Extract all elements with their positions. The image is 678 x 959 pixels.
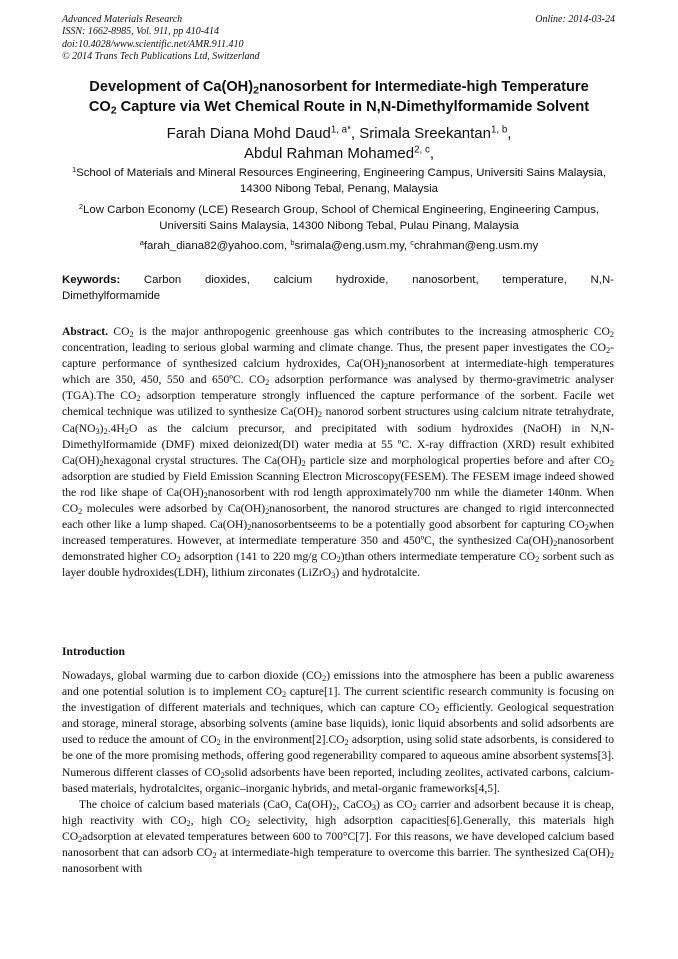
- email-text: farah_diana82@yahoo.com,: [143, 240, 291, 252]
- abstract-text: nanorod sorbent structures using calcium nitrate tetrahydrate, Ca(NO: [62, 405, 615, 435]
- subscript: 2: [317, 410, 323, 420]
- title-sub: 2: [253, 84, 259, 97]
- body-text: in the environment[2].CO: [220, 733, 345, 747]
- paper-title: [40, 77, 638, 117]
- email-mark: a: [139, 237, 144, 247]
- subscript: 2: [412, 802, 417, 812]
- subscript: 2: [605, 346, 611, 356]
- introduction-body: [62, 668, 614, 877]
- subscript: 2: [212, 851, 217, 861]
- subscript: 2: [78, 835, 83, 845]
- affiliation-text: Low Carbon Economy (LCE) Research Group, School of Chemical Engineering, Engineering Campus, Universiti Sains Malaysia, 14300 Nibong Tebal, Pulau Pinang, Malaysia: [83, 204, 600, 232]
- body-text: nanosorbent with: [62, 862, 143, 876]
- author-name: Farah Diana Mohd Daud: [166, 125, 331, 142]
- author-affil-mark: 1, a*: [330, 124, 351, 136]
- abstract-text: molecules were adsorbed by Ca(OH): [82, 502, 266, 516]
- abstract-text: CO: [108, 325, 130, 338]
- keyword-term: Dimethylformamide: [62, 289, 161, 302]
- email-mark: c: [410, 237, 414, 247]
- affiliation-2: [70, 203, 608, 234]
- keywords-line: [62, 273, 614, 289]
- subscript: 2: [344, 738, 349, 748]
- subscript: 2: [609, 851, 614, 861]
- subscript: 2: [609, 458, 614, 468]
- body-text: at intermediate-high temperature to overcome this barrier. The synthesized Ca(OH): [216, 846, 610, 860]
- affiliation-mark: 1: [71, 164, 77, 174]
- abstract-text: adsorption temperature strongly influenced the capture performance of the sorbent. Facile wet chemical technique was utilized to synthesize Ca(OH): [62, 389, 614, 419]
- subscript: 2: [186, 818, 191, 828]
- author-name: , Srimala Sreekantan: [350, 125, 491, 142]
- subscript: 2: [245, 818, 251, 828]
- subscript: 2: [129, 330, 134, 340]
- body-text: adsorption, using solid state adsorbents, is considered to be one of the more promising methods, offering good regenerability compared to aqueous amine absorbent systems[3]. Numerous different classes of CO: [62, 733, 614, 779]
- abstract-text: is the major anthropogenic greenhouse gas which contributes to the increasing atmospheric CO: [133, 325, 610, 338]
- subscript: 2: [176, 555, 181, 565]
- author-sep: ,: [429, 145, 434, 162]
- abstract-text: concentration, leading to serious global warming and climate change. Thus, the present paper investigates the CO: [62, 341, 606, 355]
- author-emails: [40, 239, 638, 254]
- body-text: selectivity, high adsorption capacities[6].Generally, this materials high CO: [62, 813, 614, 843]
- abstract-text: )than others intermediate temperature CO: [340, 550, 536, 564]
- abstract-text: adsorption are studied by Field Emission Scanning Electron Microscopy(FESEM). The FESEM image indeed showed the rod like shape of Ca(OH): [62, 469, 614, 499]
- subscript: 2: [265, 378, 270, 388]
- paragraph: [62, 668, 614, 797]
- body-text: capture[1]. The current scientific research community is focusing on the investigation of different materials and techniques, which can capture CO: [62, 685, 614, 715]
- subscript: 2: [301, 458, 306, 468]
- affiliation-mark: 2: [78, 201, 84, 211]
- author-affil-mark: 1, b: [490, 124, 508, 136]
- subscript: 2: [265, 507, 270, 517]
- body-text: , CaCO: [336, 797, 372, 811]
- abstract-text: nanosorbentseems to be a potentially good absorbent for capturing CO: [251, 518, 585, 532]
- keyword-term: Carbon: [143, 274, 182, 286]
- abstract-text: nanosorbent demonstrated higher CO: [62, 534, 614, 564]
- email-text: chrahman@eng.usm.my: [413, 240, 539, 252]
- keywords-block: [62, 273, 614, 304]
- subscript: 2: [203, 491, 208, 501]
- journal-doi: doi:10.4028/www.scientific.net/AMR.911.410: [62, 38, 244, 50]
- journal-copyright: © 2014 Trans Tech Publications Ltd, Switzerland: [62, 50, 260, 62]
- body-text: carrier and adsorbent because it is cheap, high reactivity with CO: [62, 797, 615, 827]
- keywords-label: Keywords:: [62, 274, 121, 286]
- subscript: 2: [332, 802, 337, 812]
- abstract-text: O as the calcium precursor, and precipitated with sodium hydroxides (NaOH) in N,N-Dimethylformamide (DMF) mixed deionized(DI) water media at 55 ºC. X-ray diffraction (XRD) result exhibited Ca(OH): [62, 421, 614, 467]
- subscript: 2: [553, 539, 558, 549]
- email-text: srimala@eng.usm.my,: [294, 240, 411, 252]
- keyword-term: temperature,: [502, 274, 567, 286]
- subscript: 2: [78, 507, 83, 517]
- subscript: 2: [435, 706, 440, 716]
- abstract-text: sorbent such as layer double hydroxides(LDH), lithium zirconates (LiZrO: [62, 550, 614, 580]
- title-text: Development of Ca(OH): [89, 79, 254, 95]
- body-text: adsorption at elevated temperatures between 600 to 700°C[7]. For this reasons, we have developed calcium based nanosorbent that can adsorb CO: [62, 829, 614, 860]
- keyword-term: hydroxide,: [335, 274, 389, 286]
- title-sub: 2: [110, 104, 117, 117]
- email-mark: b: [290, 237, 295, 247]
- author-name: Abdul Rahman Mohamed: [244, 145, 415, 162]
- paragraph: [62, 797, 614, 877]
- body-text: The choice of calcium based materials (CaO, Ca(OH): [79, 797, 333, 811]
- subscript: 2: [216, 738, 221, 748]
- subscript: 2: [99, 458, 104, 468]
- author-sep: ,: [507, 125, 512, 142]
- affiliation-1: [70, 166, 608, 197]
- subscript: 3: [371, 802, 376, 812]
- author-affil-mark: 2, c: [414, 144, 430, 156]
- keyword-term: nanosorbent,: [412, 274, 479, 286]
- keyword-term: calcium: [273, 274, 313, 286]
- subscript: 2: [383, 362, 389, 372]
- abstract-text: adsorption (141 to 220 mg/g CO: [180, 550, 337, 564]
- abstract-paragraph: [62, 324, 614, 582]
- abstract-text: adsorption performance was analysed by thermo-gravimetric analyser (TGA).The CO: [62, 373, 614, 403]
- subscript: 2: [247, 523, 252, 533]
- abstract-text: nanosorbent with rod length approximately700 nm while the diameter 140nm. When CO: [62, 485, 615, 516]
- abstract-text: ): [99, 421, 104, 435]
- subscript: 2: [535, 555, 540, 565]
- body-text: ) emissions into the atmosphere has been a public awareness and one potential solution is to implement CO: [62, 669, 614, 699]
- body-text: ) as CO: [376, 797, 413, 811]
- body-text: Nowadays, global warming due to carbon dioxide (CO: [62, 669, 323, 682]
- journal-issn: ISSN: 1662-8985, Vol. 911, pp 410-414: [62, 26, 220, 38]
- title-text: CO: [88, 99, 111, 115]
- keyword-term: N,N-: [590, 274, 614, 286]
- subscript: 3: [95, 426, 100, 436]
- subscript: 2: [584, 523, 589, 533]
- body-text: , high CO: [190, 813, 246, 827]
- author-list: [40, 124, 638, 164]
- body-text: solid adsorbents have been reported, including zeolites, activated carbons, calcium-based materials, hydrotalcites, organic–inorganic hybrids, and metal-organic frameworks[4,5].: [62, 765, 614, 795]
- abstract-text: particle size and morphological properties before and after CO: [305, 453, 610, 467]
- subscript: 2: [220, 770, 225, 780]
- subscript: 3: [331, 571, 336, 581]
- subscript: 2: [336, 555, 341, 565]
- title-text: nanosorbent for Intermediate-high Temperature: [258, 79, 589, 95]
- body-text: efficiently. Geological sequestration and storage, mineral storage, absorbing solvents (amine base liquids), ionic liquid absorbents and solid adsorbents are used to reduce the amount of CO: [62, 701, 614, 747]
- section-heading: Introduction: [62, 645, 125, 658]
- abstract-text: -capture performance of synthesized calcium hydroxides, Ca(OH): [62, 341, 614, 371]
- affiliation-text: School of Materials and Mineral Resources Engineering, Engineering Campus, Universiti Sains Malaysia, 14300 Nibong Tebal, Penang, Malaysia: [76, 167, 607, 195]
- subscript: 2: [136, 394, 141, 404]
- subscript: 2: [322, 674, 327, 684]
- abstract-text: when increased temperatures. However, at intermediate temperature 350 and 450ºC, the synthesized Ca(OH): [62, 518, 614, 548]
- journal-name: Advanced Materials Research: [62, 14, 183, 25]
- subscript: 2: [124, 426, 129, 436]
- abstract-label: Abstract.: [62, 325, 109, 338]
- title-text: Capture via Wet Chemical Route in N,N-Dimethylformamide Solvent: [116, 99, 590, 115]
- abstract-text: .4H: [107, 421, 125, 435]
- abstract-text: nanosorbent at intermediate-high temperatures which are 350, 450, 550 and 650ºC. CO: [62, 357, 614, 387]
- subscript: 2: [609, 330, 614, 340]
- online-date: Online: 2014-03-24: [535, 14, 615, 25]
- abstract-text: nanosorbent, the nanorod structures are changed to rigid interconnected each other like a lump shaped. Ca(OH): [62, 502, 614, 532]
- subscript: 2: [103, 426, 108, 436]
- subscript: 2: [281, 690, 287, 700]
- abstract-text: ) and hydrotalcite.: [335, 566, 420, 580]
- keyword-term: dioxides,: [204, 274, 250, 286]
- abstract-text: hexagonal crystal structures. The Ca(OH): [103, 453, 302, 467]
- journal-header: [62, 14, 392, 63]
